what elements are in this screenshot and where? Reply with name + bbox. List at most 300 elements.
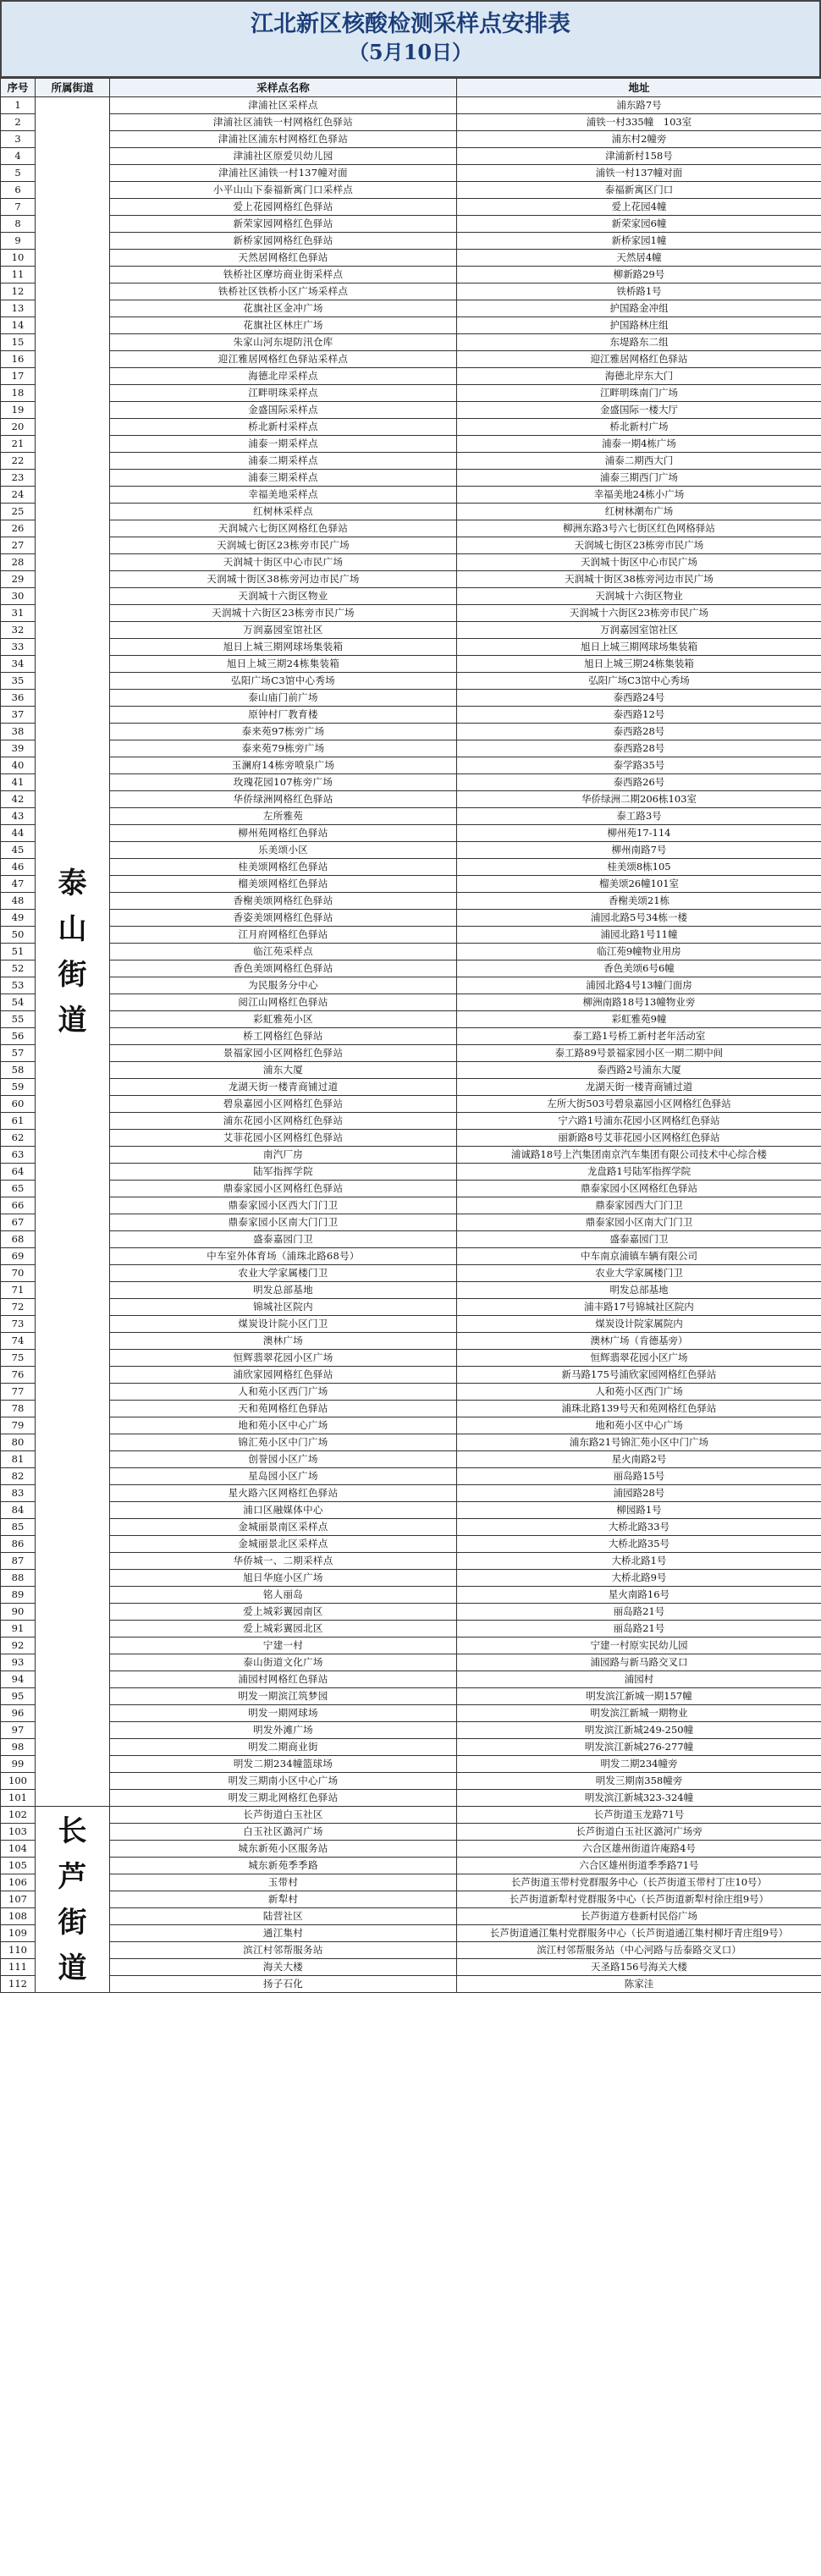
table-row xyxy=(1,1536,821,1553)
site-name: 澳林广场 xyxy=(110,1333,457,1350)
site-address: 天润城七街区23栋旁市民广场 xyxy=(457,537,821,554)
table-row xyxy=(1,808,821,825)
table-row xyxy=(1,402,821,419)
page-title: 江北新区核酸检测采样点安排表 xyxy=(251,11,570,37)
site-address: 浦珠北路139号天和苑网格红色驿站 xyxy=(457,1401,821,1417)
site-address: 东堤路东二组 xyxy=(457,334,821,351)
table-row xyxy=(1,351,821,368)
table-row xyxy=(1,131,821,148)
row-number: 38 xyxy=(1,724,36,740)
row-number: 88 xyxy=(1,1570,36,1587)
table-row xyxy=(1,740,821,757)
row-number: 109 xyxy=(1,1925,36,1942)
row-number: 77 xyxy=(1,1384,36,1401)
site-address: 长芦街道新犁村党群服务中心（长芦街道新犁村徐庄组9号） xyxy=(457,1891,821,1908)
row-number: 54 xyxy=(1,994,36,1011)
site-name: 江畔明珠采样点 xyxy=(110,385,457,402)
street-char: 道 xyxy=(58,1003,87,1038)
site-address: 左所大街503号碧泉嘉园小区网格红色驿站 xyxy=(457,1096,821,1113)
site-address: 浦泰二期西大门 xyxy=(457,453,821,470)
site-name: 鼎泰家园小区网格红色驿站 xyxy=(110,1181,457,1197)
site-name: 金盛国际采样点 xyxy=(110,402,457,419)
table-row xyxy=(1,1130,821,1147)
site-address: 铁桥路1号 xyxy=(457,283,821,300)
table-row xyxy=(1,283,821,300)
row-number: 57 xyxy=(1,1045,36,1062)
site-name: 恒辉翡翠花园小区广场 xyxy=(110,1350,457,1367)
table-row xyxy=(1,554,821,571)
site-address: 幸福美地24栋小广场 xyxy=(457,487,821,504)
site-name: 扬子石化 xyxy=(110,1976,457,1993)
site-address: 鼎泰家园小区网格红色驿站 xyxy=(457,1181,821,1197)
site-name: 弘阳广场C3馆中心秀场 xyxy=(110,673,457,690)
row-number: 47 xyxy=(1,876,36,893)
site-address: 明发总部基地 xyxy=(457,1282,821,1299)
table-row xyxy=(1,1841,821,1858)
row-number: 50 xyxy=(1,927,36,944)
site-name: 农业大学家属楼门卫 xyxy=(110,1265,457,1282)
row-number: 27 xyxy=(1,537,36,554)
table-row xyxy=(1,1468,821,1485)
site-name: 碧泉嘉园小区网格红色驿站 xyxy=(110,1096,457,1113)
site-address: 丽岛路21号 xyxy=(457,1621,821,1638)
row-number: 17 xyxy=(1,368,36,385)
site-name: 迎江雅居网格红色驿站采样点 xyxy=(110,351,457,368)
table-row xyxy=(1,1181,821,1197)
site-name: 泰来苑97栋旁广场 xyxy=(110,724,457,740)
table-row xyxy=(1,250,821,267)
row-number: 56 xyxy=(1,1028,36,1045)
table-row xyxy=(1,1316,821,1333)
row-number: 108 xyxy=(1,1908,36,1925)
table-row xyxy=(1,1519,821,1536)
table-row xyxy=(1,317,821,334)
table-row xyxy=(1,1553,821,1570)
row-number: 43 xyxy=(1,808,36,825)
table-row xyxy=(1,1621,821,1638)
row-number: 4 xyxy=(1,148,36,165)
site-address: 泰西路12号 xyxy=(457,707,821,724)
site-address: 明发滨江新城249-250幢 xyxy=(457,1722,821,1739)
table-row xyxy=(1,300,821,317)
table-row xyxy=(1,588,821,605)
table-row xyxy=(1,960,821,977)
table-row xyxy=(1,1113,821,1130)
table-row xyxy=(1,436,821,453)
table-row xyxy=(1,673,821,690)
site-address: 六合区雄州街道许庵路4号 xyxy=(457,1841,821,1858)
site-name: 人和苑小区西门广场 xyxy=(110,1384,457,1401)
site-name: 陆军指挥学院 xyxy=(110,1164,457,1181)
row-number: 22 xyxy=(1,453,36,470)
table-row xyxy=(1,1434,821,1451)
row-number: 28 xyxy=(1,554,36,571)
table-row xyxy=(1,233,821,250)
table-row xyxy=(1,182,821,199)
header-name: 采样点名称 xyxy=(110,79,457,97)
row-number: 23 xyxy=(1,470,36,487)
table-row xyxy=(1,504,821,520)
site-name: 铁桥社区摩坊商业街采样点 xyxy=(110,267,457,283)
table-row xyxy=(1,1790,821,1807)
site-name: 新犁村 xyxy=(110,1891,457,1908)
row-number: 55 xyxy=(1,1011,36,1028)
site-name: 泰山街道文化广场 xyxy=(110,1654,457,1671)
table-row xyxy=(1,1096,821,1113)
table-row xyxy=(1,944,821,960)
site-name: 明发二期234幢篮球场 xyxy=(110,1756,457,1773)
site-name: 香姿美颂网格红色驿站 xyxy=(110,910,457,927)
table-row xyxy=(1,977,821,994)
site-name: 陆营社区 xyxy=(110,1908,457,1925)
page-subtitle: （5月10日） xyxy=(348,40,473,64)
site-address: 金盛国际一楼大厅 xyxy=(457,402,821,419)
site-address: 浦园路与新马路交叉口 xyxy=(457,1654,821,1671)
site-address: 浦园路28号 xyxy=(457,1485,821,1502)
site-name: 创誉园小区广场 xyxy=(110,1451,457,1468)
site-address: 星火南路2号 xyxy=(457,1451,821,1468)
row-number: 75 xyxy=(1,1350,36,1367)
row-number: 9 xyxy=(1,233,36,250)
row-number: 13 xyxy=(1,300,36,317)
table-row xyxy=(1,520,821,537)
site-name: 海德北岸采样点 xyxy=(110,368,457,385)
row-number: 41 xyxy=(1,774,36,791)
row-number: 70 xyxy=(1,1265,36,1282)
row-number: 73 xyxy=(1,1316,36,1333)
title-banner xyxy=(0,0,821,78)
row-number: 104 xyxy=(1,1841,36,1858)
site-name: 泰山庙门前广场 xyxy=(110,690,457,707)
site-name: 旭日上城三期网球场集装箱 xyxy=(110,639,457,656)
site-name: 明发二期商业街 xyxy=(110,1739,457,1756)
site-address: 浦园北路1号11幢 xyxy=(457,927,821,944)
row-number: 98 xyxy=(1,1739,36,1756)
site-address: 津浦新村158号 xyxy=(457,148,821,165)
site-address: 浦泰三期西门广场 xyxy=(457,470,821,487)
table-row xyxy=(1,1350,821,1367)
site-name: 桥北新村采样点 xyxy=(110,419,457,436)
row-number: 100 xyxy=(1,1773,36,1790)
site-name: 通江集村 xyxy=(110,1925,457,1942)
site-address: 红树林潮布广场 xyxy=(457,504,821,520)
row-number: 62 xyxy=(1,1130,36,1147)
site-name: 金城丽景南区采样点 xyxy=(110,1519,457,1536)
street-char: 道 xyxy=(58,1951,87,1985)
site-address: 丽岛路15号 xyxy=(457,1468,821,1485)
table-row xyxy=(1,1908,821,1925)
site-address: 中车南京浦镇车辆有限公司 xyxy=(457,1248,821,1265)
table-row xyxy=(1,757,821,774)
site-address: 宁六路1号浦东花园小区网格红色驿站 xyxy=(457,1113,821,1130)
site-address: 柳州南路7号 xyxy=(457,842,821,859)
site-name: 万润嘉园室馆社区 xyxy=(110,622,457,639)
row-number: 76 xyxy=(1,1367,36,1384)
site-name: 城东新苑季季路 xyxy=(110,1858,457,1874)
table-row xyxy=(1,199,821,216)
site-address: 明发三期南358幢旁 xyxy=(457,1773,821,1790)
site-name: 天润城七街区23栋旁市民广场 xyxy=(110,537,457,554)
row-number: 15 xyxy=(1,334,36,351)
row-number: 16 xyxy=(1,351,36,368)
table-row xyxy=(1,1164,821,1181)
site-address: 柳州苑17-114 xyxy=(457,825,821,842)
site-name: 南汽厂房 xyxy=(110,1147,457,1164)
site-name: 明发外滩广场 xyxy=(110,1722,457,1739)
site-address: 宁建一村原实民幼儿园 xyxy=(457,1638,821,1654)
site-address: 柳园路1号 xyxy=(457,1502,821,1519)
table-row xyxy=(1,1248,821,1265)
row-number: 78 xyxy=(1,1401,36,1417)
table-row xyxy=(1,1874,821,1891)
site-address: 浦园北路5号34栋一楼 xyxy=(457,910,821,927)
site-name: 浦泰二期采样点 xyxy=(110,453,457,470)
site-name: 铭人丽岛 xyxy=(110,1587,457,1604)
table-row xyxy=(1,1028,821,1045)
table-row xyxy=(1,876,821,893)
site-address: 临江苑9幢物业用房 xyxy=(457,944,821,960)
table-row xyxy=(1,639,821,656)
row-number: 96 xyxy=(1,1705,36,1722)
site-address: 明发二期234幢旁 xyxy=(457,1756,821,1773)
table-row xyxy=(1,893,821,910)
row-number: 40 xyxy=(1,757,36,774)
row-number: 111 xyxy=(1,1959,36,1976)
site-address: 护国路金冲组 xyxy=(457,300,821,317)
site-address: 泰工路3号 xyxy=(457,808,821,825)
site-address: 浦铁一村335幢 103室 xyxy=(457,114,821,131)
site-address: 香色美颂6号6幢 xyxy=(457,960,821,977)
site-name: 华侨城一、二期采样点 xyxy=(110,1553,457,1570)
site-address: 滨江村邻帮服务站（中心河路与岳泰路交叉口） xyxy=(457,1942,821,1959)
row-number: 101 xyxy=(1,1790,36,1807)
table-row xyxy=(1,1367,821,1384)
table-row xyxy=(1,1654,821,1671)
row-number: 99 xyxy=(1,1756,36,1773)
site-address: 天然居4幢 xyxy=(457,250,821,267)
site-address: 旭日上城三期24栋集装箱 xyxy=(457,656,821,673)
site-name: 朱家山河东堤防汛仓库 xyxy=(110,334,457,351)
site-address: 泰西路2号浦东大厦 xyxy=(457,1062,821,1079)
site-address: 丽新路8号艾菲花园小区网格红色驿站 xyxy=(457,1130,821,1147)
site-name: 爱上花园网格红色驿站 xyxy=(110,199,457,216)
site-name: 鼎泰家园小区南大门门卫 xyxy=(110,1214,457,1231)
row-number: 84 xyxy=(1,1502,36,1519)
site-address: 澳林广场（肯德基旁） xyxy=(457,1333,821,1350)
row-number: 72 xyxy=(1,1299,36,1316)
site-address: 大桥北路1号 xyxy=(457,1553,821,1570)
site-address: 柳洲南路18号13幢物业旁 xyxy=(457,994,821,1011)
site-address: 浦丰路17号锦城社区院内 xyxy=(457,1299,821,1316)
site-name: 新荣家园网格红色驿站 xyxy=(110,216,457,233)
table-row xyxy=(1,656,821,673)
site-address: 大桥北路33号 xyxy=(457,1519,821,1536)
row-number: 31 xyxy=(1,605,36,622)
site-name: 玫瑰花园107栋旁广场 xyxy=(110,774,457,791)
row-number: 20 xyxy=(1,419,36,436)
row-number: 110 xyxy=(1,1942,36,1959)
row-number: 45 xyxy=(1,842,36,859)
site-address: 天润城十街区38栋旁河边市民广场 xyxy=(457,571,821,588)
site-address: 彩虹雅苑9幢 xyxy=(457,1011,821,1028)
row-number: 95 xyxy=(1,1688,36,1705)
street-char: 芦 xyxy=(58,1859,87,1894)
site-name: 津浦社区采样点 xyxy=(110,97,457,114)
site-name: 香榭美颂网格红色驿站 xyxy=(110,893,457,910)
row-number: 26 xyxy=(1,520,36,537)
site-name: 江月府网格红色驿站 xyxy=(110,927,457,944)
site-name: 柳州苑网格红色驿站 xyxy=(110,825,457,842)
row-number: 48 xyxy=(1,893,36,910)
site-address: 江畔明珠南门广场 xyxy=(457,385,821,402)
table-row xyxy=(1,605,821,622)
site-address: 丽岛路21号 xyxy=(457,1604,821,1621)
row-number: 80 xyxy=(1,1434,36,1451)
row-number: 87 xyxy=(1,1553,36,1570)
row-number: 89 xyxy=(1,1587,36,1604)
table-row xyxy=(1,1265,821,1282)
row-number: 93 xyxy=(1,1654,36,1671)
site-address: 旭日上城三期网球场集装箱 xyxy=(457,639,821,656)
table-row xyxy=(1,1197,821,1214)
site-name: 龙湖天街一楼青商铺过道 xyxy=(110,1079,457,1096)
street-cell xyxy=(36,1807,110,1993)
site-address: 天润城十六街区23栋旁市民广场 xyxy=(457,605,821,622)
site-address: 柳洲东路3号六七街区红色网格驿站 xyxy=(457,520,821,537)
site-name: 旭日上城三期24栋集装箱 xyxy=(110,656,457,673)
site-name: 津浦社区浦东村网格红色驿站 xyxy=(110,131,457,148)
table-row xyxy=(1,774,821,791)
site-address: 明发滨江新城323-324幢 xyxy=(457,1790,821,1807)
row-number: 71 xyxy=(1,1282,36,1299)
site-name: 爱上城彩翼园南区 xyxy=(110,1604,457,1621)
site-name: 玉带村 xyxy=(110,1874,457,1891)
site-address: 护国路林庄组 xyxy=(457,317,821,334)
table-row xyxy=(1,1807,821,1824)
site-name: 景福家园小区网格红色驿站 xyxy=(110,1045,457,1062)
table-row xyxy=(1,114,821,131)
site-name: 津浦社区原爱贝幼儿园 xyxy=(110,148,457,165)
site-name: 香色美颂网格红色驿站 xyxy=(110,960,457,977)
table-row xyxy=(1,1282,821,1299)
site-address: 桥北新村广场 xyxy=(457,419,821,436)
site-address: 龙盘路1号陆军指挥学院 xyxy=(457,1164,821,1181)
row-number: 46 xyxy=(1,859,36,876)
site-name: 浦欣家园网格红色驿站 xyxy=(110,1367,457,1384)
row-number: 103 xyxy=(1,1824,36,1841)
table-row xyxy=(1,1688,821,1705)
row-number: 105 xyxy=(1,1858,36,1874)
table-row xyxy=(1,994,821,1011)
table-row xyxy=(1,165,821,182)
row-number: 37 xyxy=(1,707,36,724)
site-address: 浦东村2幢旁 xyxy=(457,131,821,148)
table-row xyxy=(1,1587,821,1604)
site-name: 桂美颂网格红色驿站 xyxy=(110,859,457,876)
site-address: 泰学路35号 xyxy=(457,757,821,774)
row-number: 60 xyxy=(1,1096,36,1113)
row-number: 83 xyxy=(1,1485,36,1502)
site-address: 煤炭设计院家属院内 xyxy=(457,1316,821,1333)
row-number: 49 xyxy=(1,910,36,927)
site-name: 天润城十街区38栋旁河边市民广场 xyxy=(110,571,457,588)
header-address: 地址 xyxy=(457,79,821,97)
header-row xyxy=(1,79,821,97)
site-name: 浦泰一期采样点 xyxy=(110,436,457,453)
table-row xyxy=(1,1824,821,1841)
header-no: 序号 xyxy=(1,79,36,97)
street-cell xyxy=(36,97,110,1807)
site-name: 泰来苑79栋旁广场 xyxy=(110,740,457,757)
site-address: 长芦街道白玉社区潞河广场旁 xyxy=(457,1824,821,1841)
site-address: 新马路175号浦欣家园网格红色驿站 xyxy=(457,1367,821,1384)
table-row xyxy=(1,1451,821,1468)
site-address: 大桥北路35号 xyxy=(457,1536,821,1553)
site-address: 浦东路21号锦汇苑小区中门广场 xyxy=(457,1434,821,1451)
site-address: 泰福新寓区门口 xyxy=(457,182,821,199)
site-name: 乐美颂小区 xyxy=(110,842,457,859)
table-row xyxy=(1,842,821,859)
table-row xyxy=(1,910,821,927)
table-row xyxy=(1,1891,821,1908)
row-number: 59 xyxy=(1,1079,36,1096)
row-number: 86 xyxy=(1,1536,36,1553)
table-row xyxy=(1,1214,821,1231)
row-number: 30 xyxy=(1,588,36,605)
row-number: 3 xyxy=(1,131,36,148)
table-row xyxy=(1,1485,821,1502)
row-number: 112 xyxy=(1,1976,36,1993)
row-number: 97 xyxy=(1,1722,36,1739)
site-name: 新桥家园网格红色驿站 xyxy=(110,233,457,250)
site-name: 金城丽景北区采样点 xyxy=(110,1536,457,1553)
row-number: 94 xyxy=(1,1671,36,1688)
table-row xyxy=(1,1722,821,1739)
table-row xyxy=(1,267,821,283)
table-row xyxy=(1,825,821,842)
row-number: 32 xyxy=(1,622,36,639)
street-char: 山 xyxy=(58,911,87,946)
site-address: 泰西路28号 xyxy=(457,724,821,740)
street-char: 泰 xyxy=(58,866,87,900)
site-name: 中车室外体育场（浦珠北路68号） xyxy=(110,1248,457,1265)
row-number: 69 xyxy=(1,1248,36,1265)
street-char: 街 xyxy=(58,1905,87,1940)
street-char: 街 xyxy=(58,957,87,992)
site-name: 左所雅苑 xyxy=(110,808,457,825)
site-address: 海德北岸东大门 xyxy=(457,368,821,385)
site-name: 盛泰嘉园门卫 xyxy=(110,1231,457,1248)
site-name: 海关大楼 xyxy=(110,1959,457,1976)
site-name: 长芦街道白玉社区 xyxy=(110,1807,457,1824)
row-number: 10 xyxy=(1,250,36,267)
site-name: 小平山山下泰福新寓门口采样点 xyxy=(110,182,457,199)
row-number: 64 xyxy=(1,1164,36,1181)
site-name: 桥工网格红色驿站 xyxy=(110,1028,457,1045)
row-number: 11 xyxy=(1,267,36,283)
table-row xyxy=(1,385,821,402)
row-number: 33 xyxy=(1,639,36,656)
site-address: 天润城十街区中心市民广场 xyxy=(457,554,821,571)
site-name: 星火路六区网格红色驿站 xyxy=(110,1485,457,1502)
table-row xyxy=(1,1502,821,1519)
site-name: 彩虹雅苑小区 xyxy=(110,1011,457,1028)
site-name: 浦东大厦 xyxy=(110,1062,457,1079)
site-address: 浦园北路4号13幢门面房 xyxy=(457,977,821,994)
row-number: 39 xyxy=(1,740,36,757)
table-row xyxy=(1,1401,821,1417)
site-name: 浦泰三期采样点 xyxy=(110,470,457,487)
